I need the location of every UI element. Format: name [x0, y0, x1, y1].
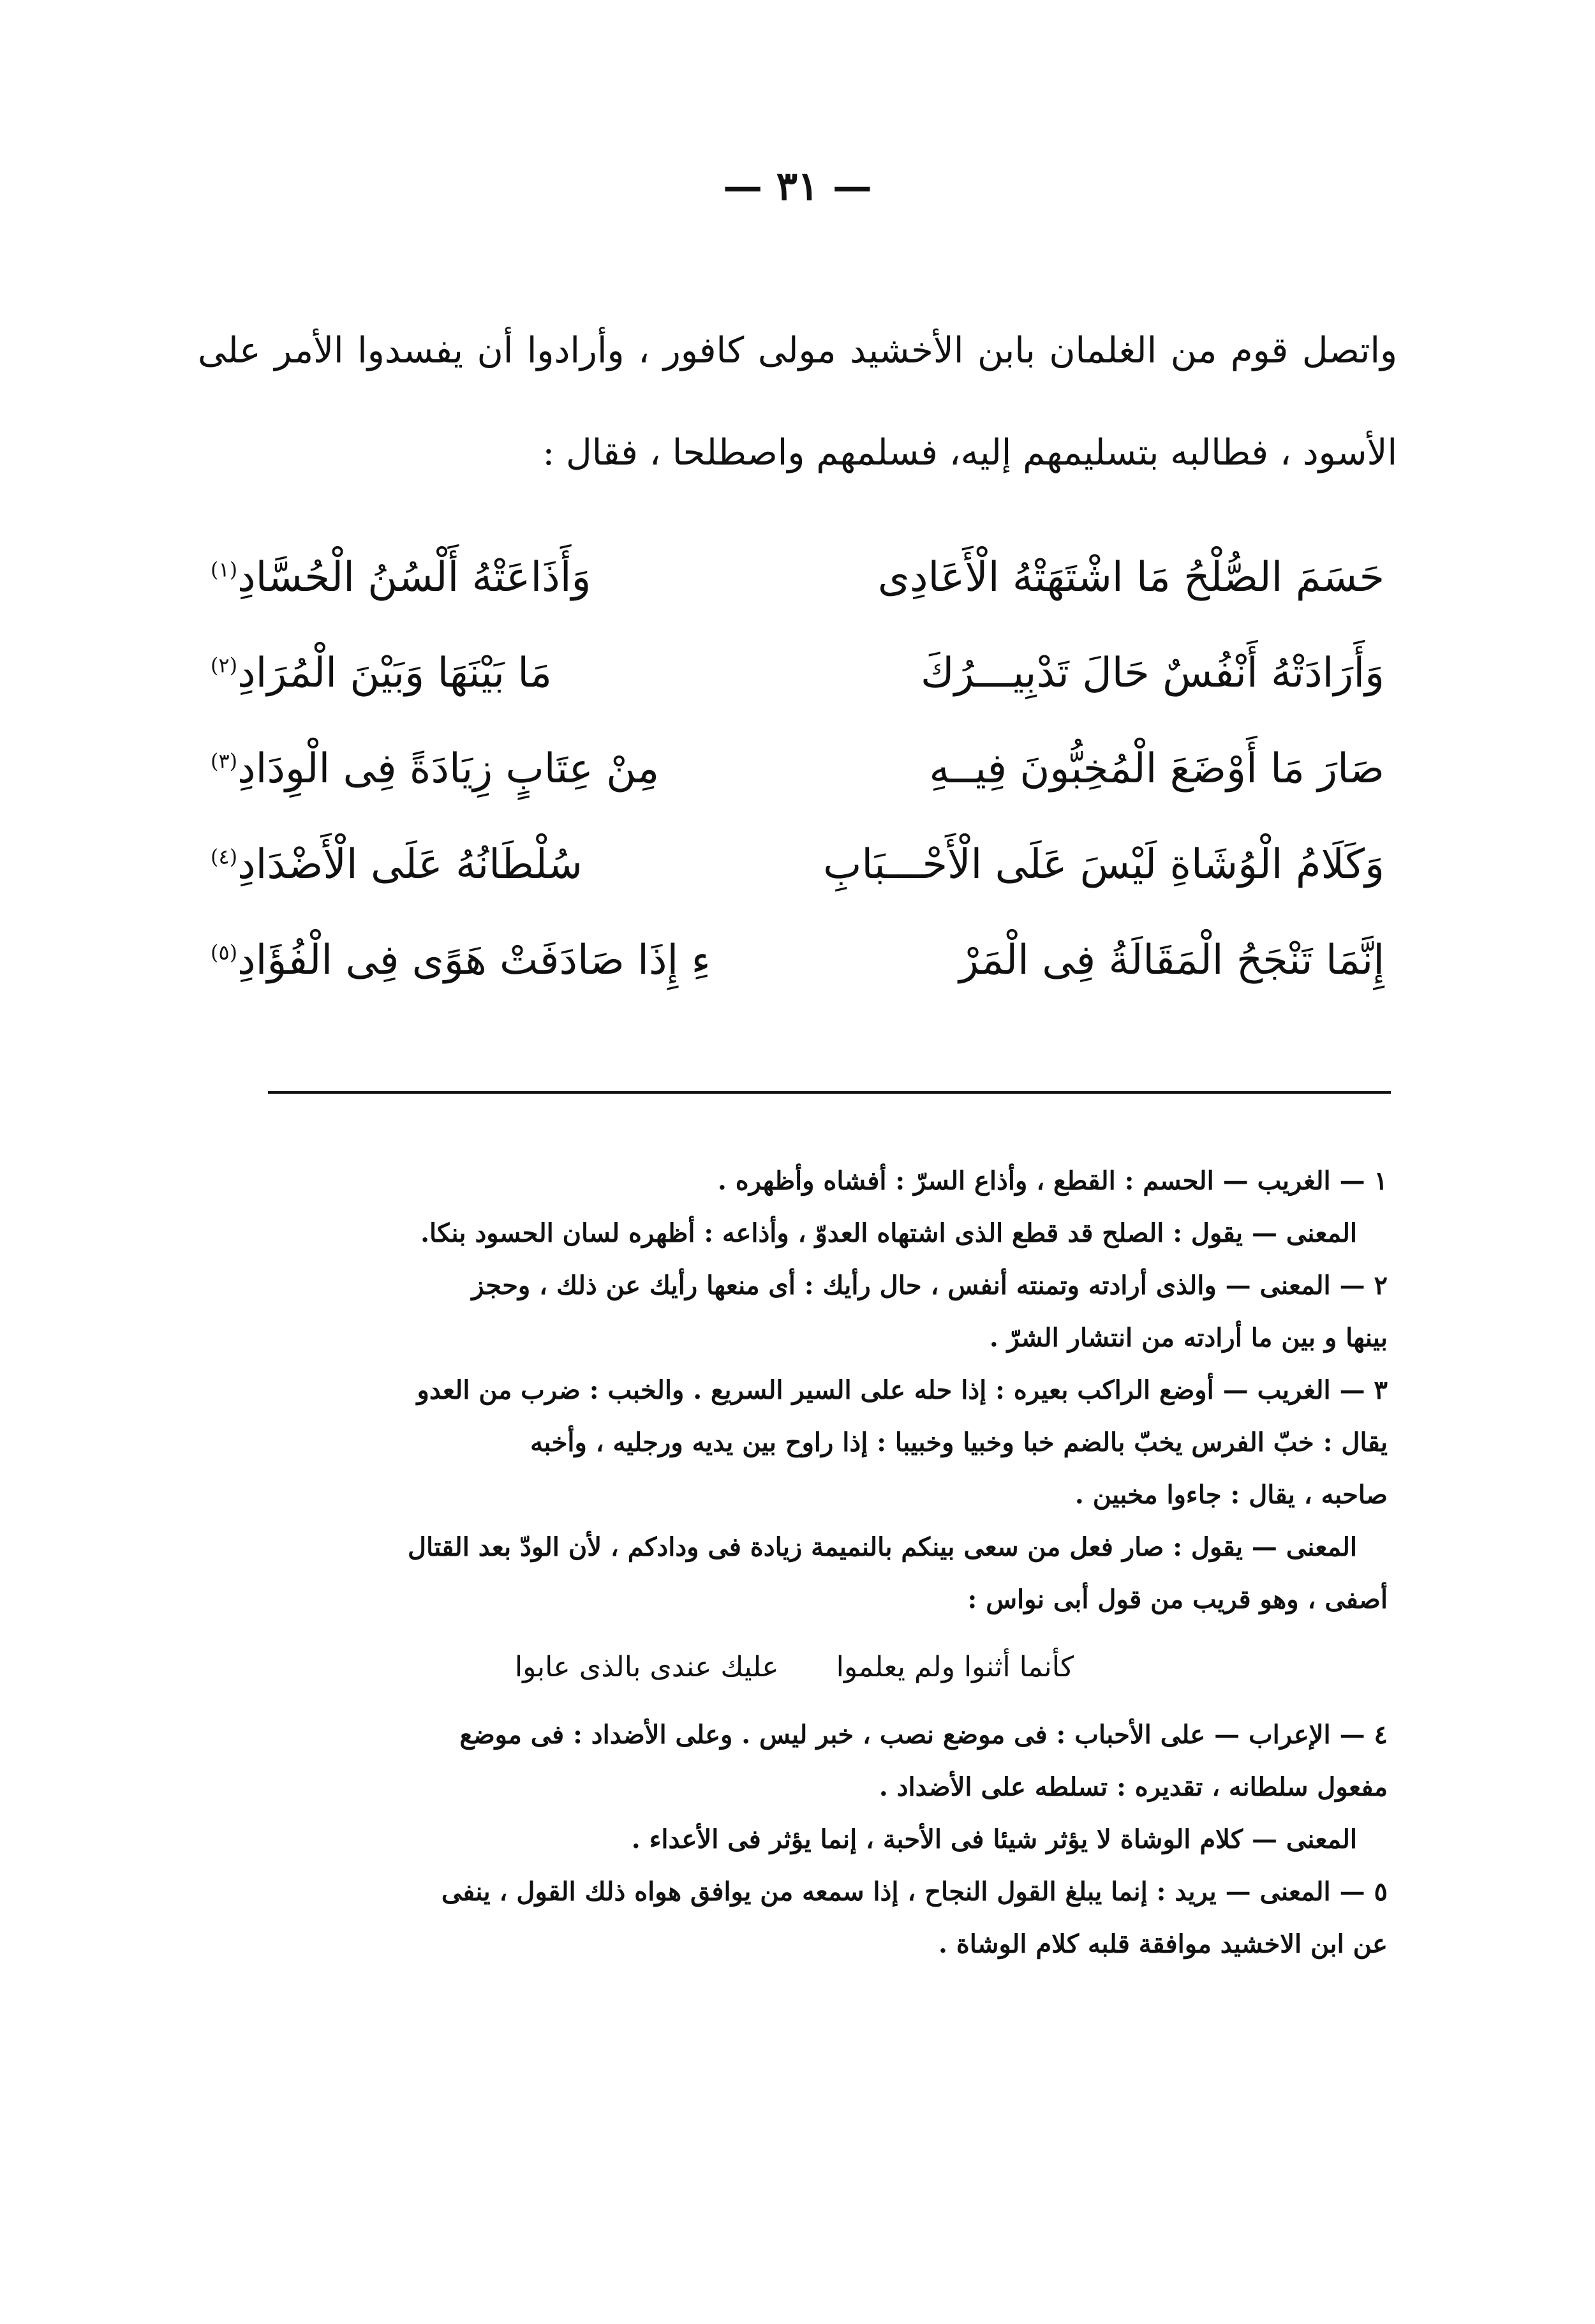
intro-paragraph: واتصل قوم من الغلمان بابن الأخشيد مولى كافور ، وأرادوا أن يفسدوا الأمر على الأسود ، فطالبه بتسليمهم إليه، فسلمهم واصطلحا ، فقال :: [198, 330, 1397, 473]
footnote-marker: (٢): [211, 653, 238, 678]
verse-first-hemistich: وَأَرَادَتْهُ أَنْفُسٌ حَالَ تَدْبِيـــرُكَ: [921, 650, 1384, 697]
footnote-line: يقال : خبّ الفرس يخبّ بالضم خبا وخبيا وخبيبا : إذا راوح بين يديه ورجليه ، وأخبه: [530, 1427, 1388, 1457]
footnote-line: ٣ — الغريب — أوضع الراكب بعيره : إذا حله على السير السريع . والخبب : ضرب من العدو: [417, 1375, 1388, 1405]
verse: [211, 530, 1384, 625]
footnote-line: ٢ — المعنى — والذى أرادته وتمنته أنفس ، حال رأيك : أى منعها رأيك عن ذلك ، وحجز: [471, 1270, 1388, 1300]
poem: [211, 530, 1384, 1008]
footnote-line: بينها و بين ما أرادته من انتشار الشرّ .: [989, 1323, 1388, 1353]
footnote-line: المعنى — كلام الوشاة لا يؤثر شيئا فى الأحبة ، إنما يؤثر فى الأعداء .: [631, 1824, 1357, 1854]
verse-second-text: مِنْ عِتَابٍ زِيَادَةً فِى الْوِدَادِ: [237, 745, 660, 793]
verse: [211, 721, 1384, 817]
verse: [211, 817, 1384, 912]
verse: [211, 625, 1384, 721]
verse-second-text: مَا بَيْنَهَا وَبَيْنَ الْمُرَادِ: [237, 650, 553, 697]
verse-second-text: ءِ إِذَا صَادَفَتْ هَوًى فِى الْفُؤَادِ: [237, 937, 711, 984]
footnotes: [201, 1155, 1388, 1970]
footnote-line: المعنى — يقول : صار فعل من سعى بينكم بالنميمة زيادة فى ودادكم ، لأن الودّ بعد القتال: [407, 1532, 1357, 1562]
footnote-line: ١ — الغريب — الحسم : القطع ، وأذاع السرّ : أفشاه وأظهره .: [717, 1166, 1388, 1196]
quoted-verse-first: كأنما أثنوا ولم يعلموا: [836, 1651, 1074, 1683]
verse-second-hemistich: [211, 937, 772, 984]
footnote-line: عن ابن الاخشيد موافقة قلبه كلام الوشاة .: [938, 1929, 1388, 1959]
verse-second-text: سُلْطَانُهُ عَلَى الْأَضْدَادِ: [237, 841, 582, 888]
verse-second-hemistich: [211, 650, 772, 697]
verse: [211, 912, 1384, 1008]
verse-second-hemistich: [211, 841, 772, 888]
quoted-verse: [201, 1626, 1388, 1709]
footnote-line: ٤ — الإعراب — على الأحباب : فى موضع نصب ، خبر ليس . وعلى الأضداد : فى موضع: [459, 1720, 1388, 1750]
footnote-marker: (٤): [211, 844, 238, 869]
footnote-marker: (٥): [211, 940, 238, 965]
verse-second-text: وَأَذَاعَتْهُ أَلْسُنُ الْحُسَّادِ: [237, 554, 591, 601]
footnote-marker: (١): [211, 557, 238, 582]
verse-second-hemistich: [211, 745, 772, 793]
verse-first-hemistich: حَسَمَ الصُّلْحُ مَا اشْتَهَتْهُ الْأَعَادِى: [877, 554, 1384, 601]
verse-first-hemistich: صَارَ مَا أَوْضَعَ الْمُخِبُّونَ فِيــهِ: [929, 745, 1384, 793]
footnote-line: ٥ — المعنى — يريد : إنما يبلغ القول النجاح ، إذا سمعه من يوافق هواه ذلك القول ، ينفى: [441, 1877, 1388, 1907]
footnote-line: أصفى ، وهو قريب من قول أبى نواس :: [967, 1584, 1388, 1614]
footnote-separator: [268, 1091, 1391, 1094]
page-number: — ٣١ —: [723, 163, 872, 209]
footnote-line: مفعول سلطانه ، تقديره : تسلطه على الأضداد .: [879, 1772, 1388, 1802]
verse-first-hemistich: إِنَّمَا تَنْجَحُ الْمَقَالَةُ فِى الْمَرْ: [959, 937, 1384, 984]
footnote-line: صاحبه ، يقال : جاءوا مخبين .: [1074, 1480, 1388, 1510]
verse-first-hemistich: وَكَلَامُ الْوُشَاةِ لَيْسَ عَلَى الْأَحْـــبَابِ: [823, 841, 1384, 888]
quoted-verse-second: عليك عندى بالذى عابوا: [514, 1651, 779, 1683]
verse-second-hemistich: [211, 554, 772, 601]
footnote-line: المعنى — يقول : الصلح قد قطع الذى اشتهاه العدوّ ، وأذاعه : أظهره لسان الحسود بنكا.: [420, 1218, 1357, 1248]
footnote-marker: (٣): [211, 749, 238, 773]
